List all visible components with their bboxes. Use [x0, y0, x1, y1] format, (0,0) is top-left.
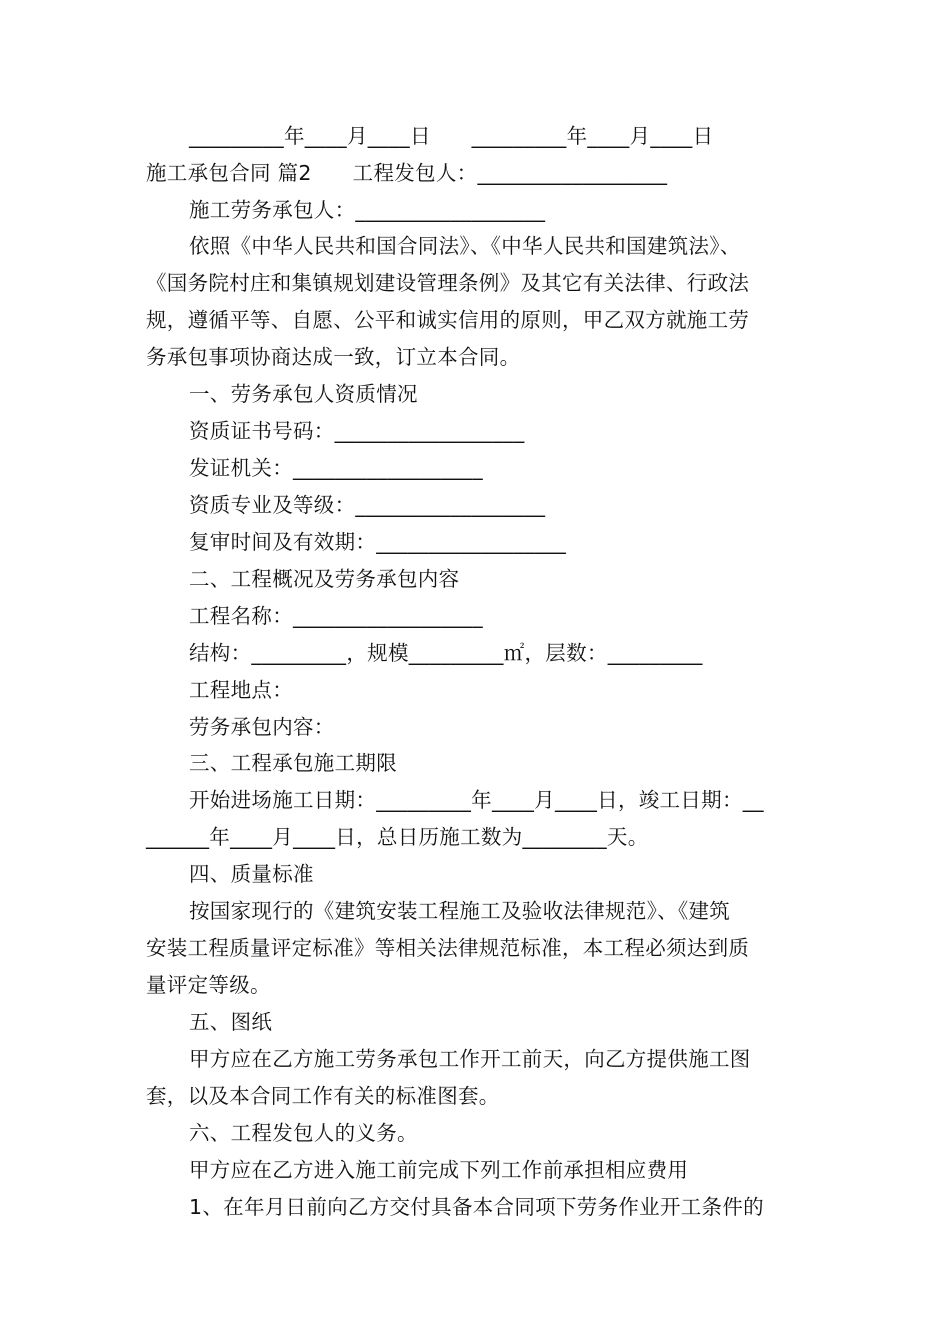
section-heading: 二、工程概况及劳务承包内容 — [189, 567, 460, 591]
form-field-line: 资质专业及等级：__________________ — [189, 493, 546, 517]
paragraph-line: 《国务院村庄和集镇规划建设管理条例》及其它有关法律、行政法 — [146, 271, 750, 295]
paragraph-line: 量评定等级。 — [146, 973, 271, 997]
paragraph-line: 安装工程质量评定标准》等相关法律规范标准，本工程必须达到质 — [146, 936, 750, 960]
form-field-line: 工程地点： — [189, 678, 293, 702]
contractor-line: 施工劳务承包人：__________________ — [189, 198, 546, 222]
form-field-line: 资质证书号码：__________________ — [189, 419, 525, 443]
form-field-line: 复审时间及有效期：__________________ — [189, 530, 567, 554]
section-heading: 五、图纸 — [189, 1010, 273, 1034]
paragraph-line: 1、在年月日前向乙方交付具备本合同项下劳务作业开工条件的 — [189, 1195, 764, 1219]
paragraph-line: 按国家现行的《建筑安装工程施工及验收法律规范》、《建筑 — [189, 899, 731, 923]
section-heading: 六、工程发包人的义务。 — [189, 1121, 418, 1145]
paragraph-line: 规，遵循平等、自愿、公平和诚实信用的原则，甲乙双方就施工劳 — [146, 308, 750, 332]
form-field-line: ______年____月____日，总日历施工数为________天。 — [146, 825, 649, 849]
form-field-line: 发证机关：__________________ — [189, 456, 483, 480]
paragraph-line: 套，以及本合同工作有关的标准图套。 — [146, 1084, 500, 1108]
section-heading: 一、劳务承包人资质情况 — [189, 382, 418, 406]
form-field-line: 开始进场施工日期：_________年____月____日，竣工日期：__ — [189, 788, 764, 812]
paragraph-line: 务承包事项协商达成一致，订立本合同。 — [146, 345, 521, 369]
contract-heading-line: 施工承包合同 篇2 工程发包人：__________________ — [146, 161, 668, 185]
section-heading: 四、质量标准 — [189, 862, 314, 886]
form-field-line: 劳务承包内容： — [189, 715, 335, 739]
form-field-line: 结构：_________，规模_________㎡，层数：_________ — [189, 641, 703, 665]
paragraph-line: 甲方应在乙方施工劳务承包工作开工前天，向乙方提供施工图 — [189, 1047, 751, 1071]
form-field-line: 工程名称：__________________ — [189, 604, 483, 628]
paragraph-line: 甲方应在乙方进入施工前完成下列工作前承担相应费用 — [189, 1158, 689, 1182]
signature-date-line: _________年____月____日 _________年____月____日 — [189, 124, 714, 148]
section-heading: 三、工程承包施工期限 — [189, 751, 397, 775]
paragraph-line: 依照《中华人民共和国合同法》、《中华人民共和国建筑法》、 — [189, 234, 741, 258]
